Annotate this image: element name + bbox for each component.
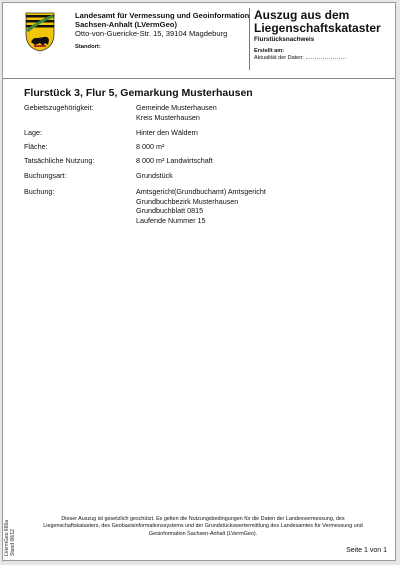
row-label: Buchungsart:	[24, 171, 67, 180]
document-header	[3, 3, 395, 78]
row-label: Fläche:	[24, 142, 48, 151]
document-title-block	[254, 9, 392, 61]
header-separator	[3, 78, 395, 79]
row-value	[136, 103, 217, 122]
value-line: Kreis Musterhausen	[136, 112, 200, 122]
agency-name: Landesamt für Vermessung und Geoinformation	[75, 11, 250, 20]
row-label: Tatsächliche Nutzung:	[24, 156, 95, 165]
row-value	[136, 171, 173, 181]
row-label: Lage:	[24, 128, 42, 137]
row-value	[136, 156, 213, 166]
agency-address: Otto-von-Guericke-Str. 15, 39104 Magdeburg	[75, 29, 228, 39]
value-line: 8 000 m² Landwirtschaft	[136, 156, 213, 165]
value-line: 8 000 m²	[136, 142, 165, 151]
aktualitaet-date-placeholder	[306, 58, 346, 59]
legal-notice	[33, 516, 373, 538]
form-number: LVermGeo 666a	[4, 519, 10, 556]
row-value	[136, 142, 164, 152]
value-line: Gemeinde Musterhausen	[136, 103, 217, 112]
row-label: Gebietszugehörigkeit:	[24, 103, 94, 112]
coat-of-arms-icon	[25, 12, 55, 52]
document-title-line1: Auszug aus dem	[254, 8, 350, 22]
value-line: Grundbuchblatt 0815	[136, 206, 204, 215]
value-line: Hinter den Wäldern	[136, 128, 198, 137]
legal-notice-line: Liegenschaftskatasters, des Geobasisinformationssystems und der Grundstückswertermittlung des Landesamtes für Vermessung und	[43, 523, 363, 530]
page-number: Seite 1 von 1	[346, 547, 387, 554]
form-date: Stand 08/12	[10, 529, 16, 556]
header-divider	[249, 8, 250, 70]
aktualitaet-label: Aktualität der Daten:	[254, 55, 304, 61]
legal-notice-line: Dieser Auszug ist gesetzlich geschützt. Es gelten die Nutzungsbedingungen für die Daten der Landesvermessung, des	[61, 516, 345, 522]
document-subtitle: Flurstücksnachweis	[254, 36, 315, 43]
erstellt-label: Erstellt am:	[254, 48, 284, 54]
row-label: Buchung:	[24, 187, 55, 196]
row-value	[136, 187, 266, 225]
aktualitaet-row	[254, 55, 392, 61]
value-line: Grundbuchbezirk Musterhausen	[136, 196, 239, 206]
value-line: Grundstück	[136, 171, 173, 180]
document-title-line2: Liegenschaftskataster	[254, 20, 381, 35]
value-line: Laufende Nummer 15	[136, 215, 206, 225]
standort-label: Standort:	[75, 43, 101, 50]
form-version-note	[4, 520, 16, 556]
document-page	[2, 2, 396, 561]
row-value	[136, 128, 198, 138]
value-line: Amtsgericht(Grundbuchamt) Amtsgericht	[136, 187, 266, 196]
legal-notice-line: Geoinformation Sachsen-Anhalt (LVermGeo).	[148, 530, 258, 537]
agency-abbreviation: Sachsen-Anhalt (LVermGeo)	[75, 19, 177, 29]
parcel-heading: Flurstück 3, Flur 5, Gemarkung Musterhausen	[24, 87, 253, 99]
